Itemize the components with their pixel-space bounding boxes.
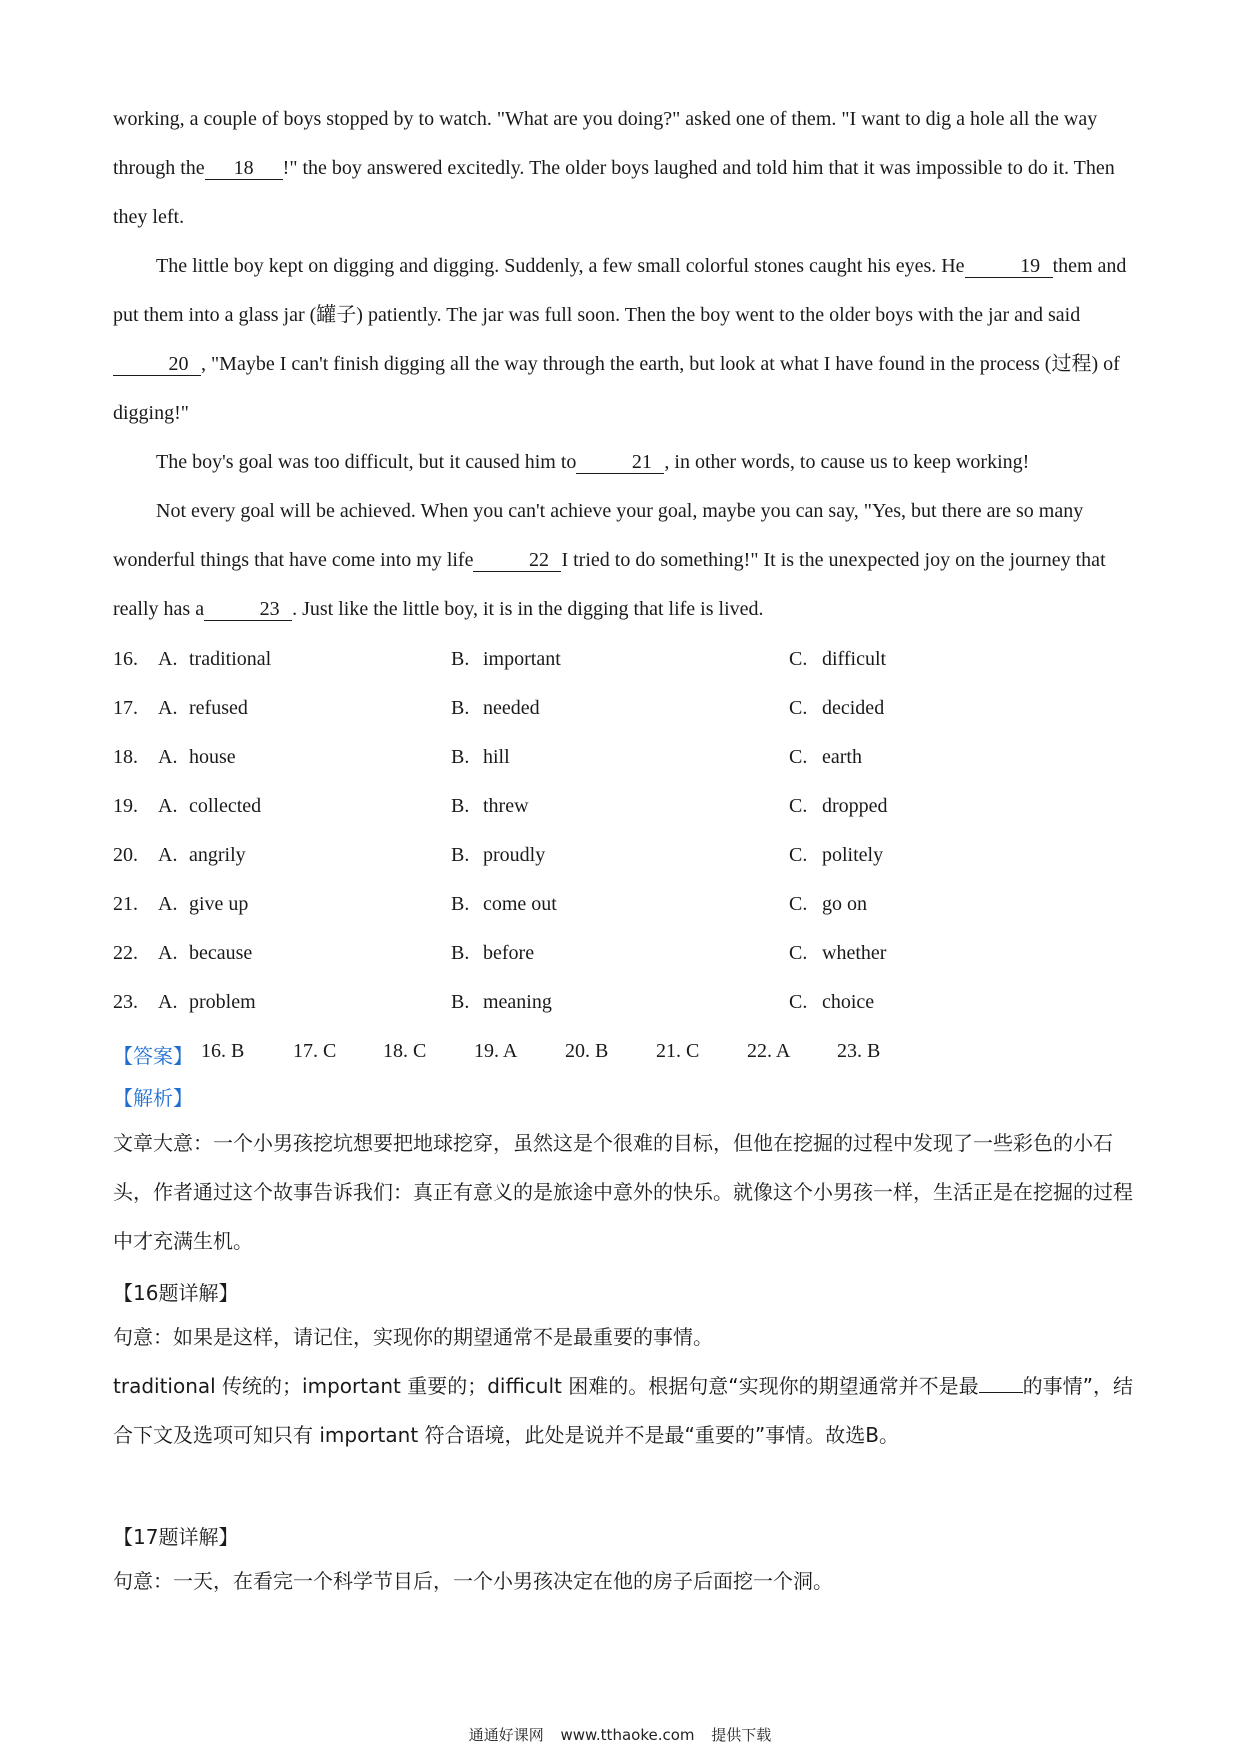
- answer-tag: 【答案】: [113, 1046, 193, 1068]
- answer-key: [113, 1040, 881, 1069]
- option-letter-a: A.: [158, 697, 178, 719]
- option-b: needed: [483, 697, 540, 719]
- answer-item: 22. A: [747, 1040, 791, 1062]
- answer-item: 16. B: [201, 1040, 245, 1062]
- passage-text: , "Maybe I can't finish digging all the way through the earth, but look at what I have found in the process (过程) of digging!": [113, 353, 1120, 424]
- option-letter-c: C.: [789, 893, 808, 915]
- option-letter-b: B.: [451, 697, 470, 719]
- option-row-23: [113, 991, 1133, 1031]
- page-footer: [0, 1724, 1240, 1745]
- passage-text: , in other words, to cause us to keep working!: [664, 451, 1030, 473]
- answer-item: 17. C: [293, 1040, 337, 1062]
- question-number: 18.: [113, 746, 138, 768]
- answer-item: 21. C: [656, 1040, 700, 1062]
- answer-item: 20. B: [565, 1040, 609, 1062]
- passage-text: !" the boy answered excitedly. The older boys laughed and told him that it was impossible to do it. Then they left.: [113, 157, 1115, 228]
- option-b: hill: [483, 746, 510, 768]
- blank-23: 23: [204, 598, 292, 621]
- option-a: refused: [189, 697, 248, 719]
- question-number: 21.: [113, 893, 138, 915]
- passage-text: Not every goal will be achieved. When you can't achieve your goal, maybe you can say, "Yes, but there are so many wonderful things that have come into my life: [113, 500, 1084, 571]
- explanation-text: 的事情”，结合下文及选项可知只有 important 符合语境，此处是说并不是最“重要的”事情。故选: [113, 1374, 1133, 1447]
- option-c: difficult: [822, 648, 887, 670]
- blank-20: 20: [113, 353, 201, 376]
- option-letter-b: B.: [451, 942, 470, 964]
- question-number: 23.: [113, 991, 138, 1013]
- option-c: earth: [822, 746, 862, 768]
- option-b: come out: [483, 893, 557, 915]
- passage-paragraph-3: [113, 438, 1133, 487]
- passage-text: I tried to do something!" It is the unexpected joy on the journey that really has a: [113, 549, 1106, 620]
- footer-site: 通通好课网: [468, 1726, 544, 1744]
- answer-item: 18. C: [383, 1040, 427, 1062]
- option-letter-c: C.: [789, 844, 808, 866]
- q16-heading: 【16题详解】: [113, 1281, 239, 1305]
- option-letter-a: A.: [158, 746, 178, 768]
- option-row-22: [113, 942, 1133, 982]
- option-b: threw: [483, 795, 529, 817]
- footer-note: 提供下载: [711, 1726, 772, 1744]
- option-letter-b: B.: [451, 648, 470, 670]
- blank-line: [979, 1392, 1023, 1393]
- explanation-answer: B。: [865, 1423, 899, 1447]
- blank-22: 22: [473, 549, 561, 572]
- option-b: meaning: [483, 991, 552, 1013]
- option-row-18: [113, 746, 1133, 786]
- option-letter-b: B.: [451, 795, 470, 817]
- question-number: 20.: [113, 844, 138, 866]
- option-c: choice: [822, 991, 875, 1013]
- q16-sentence: 句意：如果是这样，请记住，实现你的期望通常不是最重要的事情。: [113, 1325, 713, 1349]
- option-letter-a: A.: [158, 893, 178, 915]
- option-b: important: [483, 648, 561, 670]
- blank-21: 21: [576, 451, 664, 474]
- option-row-19: [113, 795, 1133, 835]
- question-number: 22.: [113, 942, 138, 964]
- answer-item: 23. B: [837, 1040, 881, 1062]
- option-a: problem: [189, 991, 256, 1013]
- question-number: 17.: [113, 697, 138, 719]
- option-row-17: [113, 697, 1133, 737]
- blank-18: 18: [205, 157, 283, 180]
- option-a: because: [189, 942, 253, 964]
- option-a: angrily: [189, 844, 246, 866]
- question-number: 19.: [113, 795, 138, 817]
- option-a: house: [189, 746, 236, 768]
- question-number: 16.: [113, 648, 138, 670]
- option-row-21: [113, 893, 1133, 933]
- explanation-text: traditional 传统的；important 重要的；difficult 困难的。根据句意“实现你的期望通常并不是最: [113, 1374, 979, 1398]
- option-letter-b: B.: [451, 746, 470, 768]
- passage-paragraph-4: [113, 487, 1133, 634]
- option-c: politely: [822, 844, 884, 866]
- q16-explanation: [113, 1362, 1133, 1460]
- option-letter-a: A.: [158, 844, 178, 866]
- option-row-16: [113, 648, 1133, 688]
- option-letter-b: B.: [451, 893, 470, 915]
- option-letter-c: C.: [789, 697, 808, 719]
- option-letter-b: B.: [451, 844, 470, 866]
- option-letter-c: C.: [789, 648, 808, 670]
- option-c: go on: [822, 893, 867, 915]
- analysis-tag: 【解析】: [113, 1088, 193, 1110]
- passage-text: . Just like the little boy, it is in the digging that life is lived.: [292, 598, 764, 620]
- option-c: decided: [822, 697, 885, 719]
- footer-url[interactable]: www.tthaoke.com: [560, 1726, 695, 1744]
- option-letter-a: A.: [158, 648, 178, 670]
- blank-19: 19: [965, 255, 1053, 278]
- option-letter-c: C.: [789, 746, 808, 768]
- passage-text: The little boy kept on digging and digging. Suddenly, a few small colorful stones caught his eyes. He: [156, 255, 965, 277]
- option-letter-b: B.: [451, 991, 470, 1013]
- passage-text: working, a couple of boys stopped by to watch. "What are you doing?" asked one of them. "I want to dig a hole all the way through the: [113, 108, 1098, 179]
- option-b: before: [483, 942, 535, 964]
- option-a: traditional: [189, 648, 272, 670]
- option-letter-c: C.: [789, 991, 808, 1013]
- option-c: dropped: [822, 795, 888, 817]
- q17-heading: 【17题详解】: [113, 1525, 239, 1549]
- option-b: proudly: [483, 844, 546, 866]
- option-letter-c: C.: [789, 795, 808, 817]
- option-a: give up: [189, 893, 249, 915]
- passage-paragraph-2: [113, 242, 1133, 438]
- option-a: collected: [189, 795, 262, 817]
- q17-sentence: 句意：一天，在看完一个科学节目后，一个小男孩决定在他的房子后面挖一个洞。: [113, 1569, 833, 1593]
- option-letter-a: A.: [158, 991, 178, 1013]
- answer-item: 19. A: [474, 1040, 518, 1062]
- passage-text: The boy's goal was too difficult, but it caused him to: [156, 451, 577, 473]
- option-letter-c: C.: [789, 942, 808, 964]
- option-letter-a: A.: [158, 795, 178, 817]
- article-summary: 文章大意：一个小男孩挖坑想要把地球挖穿，虽然这是个很难的目标，但他在挖掘的过程中发现了一些彩色的小石头，作者通过这个故事告诉我们：真正有意义的是旅途中意外的快乐。就像这个小男孩一样，生活正是在挖掘的过程中才充满生机。: [113, 1131, 1133, 1253]
- option-letter-a: A.: [158, 942, 178, 964]
- passage-paragraph-1: [113, 95, 1133, 242]
- option-row-20: [113, 844, 1133, 884]
- passage-text: them and put them into a glass jar (罐子) patiently. The jar was full soon. Then the boy went to the older boys with the jar and said: [113, 255, 1127, 326]
- option-c: whether: [822, 942, 887, 964]
